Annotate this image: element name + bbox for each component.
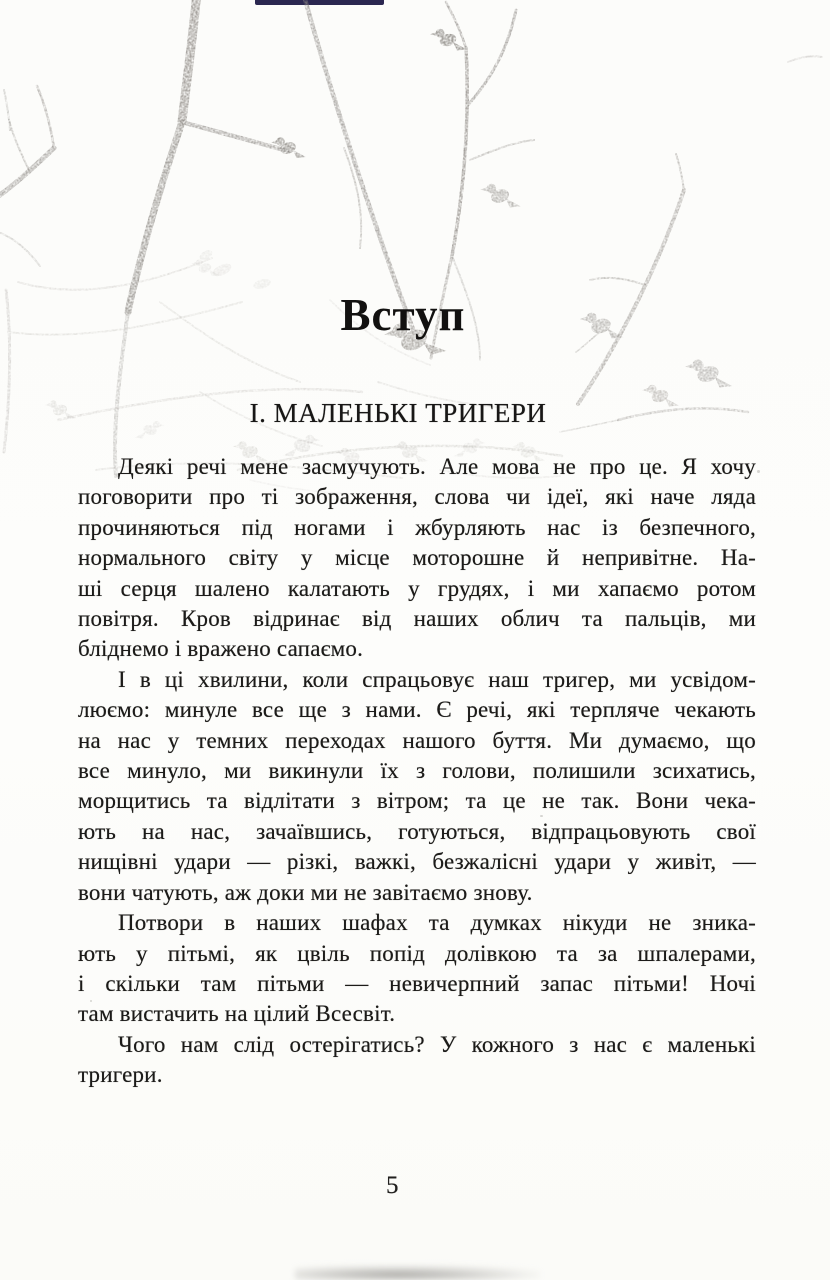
body-text-line: нищівні удари — різкі, важкі, безжалісні удари у живіт, — (78, 849, 756, 875)
body-text-line: повітря. Кров відринає від наших облич та пальців, ми (78, 606, 756, 632)
scan-smudge (295, 1265, 540, 1280)
bird-icon (685, 360, 732, 388)
body-text-line: ші серця шалено калатають у грудях, і ми хапаємо ротом (78, 575, 756, 601)
body-text-line: бліднемо і вражено сапаємо. (78, 636, 364, 662)
birds-group (271, 29, 732, 407)
body-text-line: там вистачить на цілий Всесвіт. (78, 1001, 396, 1027)
body-text-line: прочиняються під ногами і жбурляють нас із безпечного, (78, 514, 756, 540)
body-text-line: Деякі речі мене засмучують. Але мова не про це. Я хочу (118, 454, 756, 479)
body-text-line: Чого нам слід остерігатись? У кожного з нас є маленькі (118, 1031, 756, 1057)
page-number: 5 (386, 1172, 399, 1199)
body-text-line: вони чатують, аж доки ми не завітаємо знову. (78, 879, 533, 905)
scan-speck (757, 470, 760, 473)
bird-icon (480, 184, 520, 208)
paragraph (78, 452, 756, 665)
body-text-line: Потвори в наших шафах та думках нікуди не зника- (118, 910, 756, 936)
paragraph (78, 908, 756, 1030)
body-text-line: ють на нас, зачаївшись, готуються, відпрацьовують свої (78, 818, 756, 844)
body-text-line: люємо: минуле все ще з нами. Є речі, які терпляче чекають (78, 697, 756, 723)
body-text-line: поговорити про ті зображення, слова чи ідеї, які наче ляда (78, 484, 756, 510)
paragraph (78, 665, 756, 908)
body-text-line: і скільки там пітьми — невичерпний запас пітьми! Ночі (78, 970, 756, 996)
body-text-line: І в ці хвилини, коли спрацьовує наш тригер, ми усвідом- (118, 666, 756, 692)
scan-speck (540, 815, 543, 817)
body-text-line: на нас у темних переходах нашого буття. Ми думаємо, що (78, 727, 756, 753)
body-text-line: тригери. (78, 1062, 163, 1088)
body-text-line: все минуло, ми викинули їх з голови, полишили зсихатись, (78, 758, 756, 784)
body-text-line: нормального світу у місце моторошне й непривітне. На- (78, 545, 756, 571)
bird-icon (191, 259, 219, 276)
chapter-title: Вступ (340, 290, 466, 340)
body-text-line: морщитись та відлітати з вітром; та це не так. Вони чека- (78, 788, 756, 814)
scan-speck (90, 1000, 92, 1002)
section-heading: І. МАЛЕНЬКІ ТРИГЕРИ (249, 398, 547, 428)
paragraph (78, 1030, 756, 1091)
body-text-line: ють у пітьмі, як цвіль попід долівкою та за шпалерами, (78, 940, 756, 966)
body-text (78, 452, 756, 1091)
